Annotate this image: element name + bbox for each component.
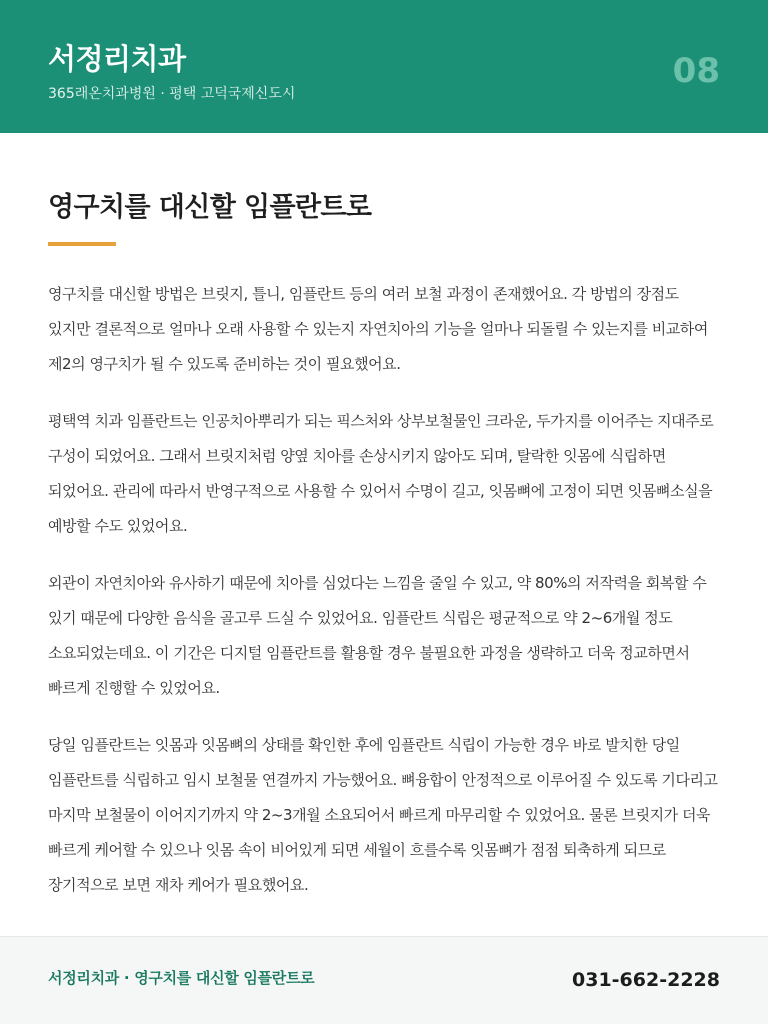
- paragraph-1: 영구치를 대신할 방법은 브릿지, 틀니, 임플란트 등의 여러 보철 과정이 존재했어요. 각 방법의 장점도 있지만 결론적으로 얼마나 오래 사용할 수 있는지 자연치아의 기능을 얼마나 되돌릴 수 있는지를 비교하여 제2의 영구치가 될 수 있도록 준비하는 것이 필요했어요.: [48, 285, 708, 373]
- paragraph-3: 외관이 자연치아와 유사하기 때문에 치아를 심었다는 느낌을 줄일 수 있고, 약 80%의 저작력을 회복할 수 있기 때문에 다양한 음식을 골고루 드실 수 있었어요. 임플란트 식립은 평균적으로 약 2~6개월 정도 소요되었는데요. 이 기간은 디지털 임플란트를 활용할 경우 불필요한 과정을 생략하고 더욱 정교하면서 빠르게 진행할 수 있었어요.: [48, 574, 707, 697]
- title-accent-bar: [48, 242, 116, 246]
- paragraph-4: 당일 임플란트는 잇몸과 잇몸뼈의 상태를 확인한 후에 임플란트 식립이 가능한 경우 바로 발치한 당일 임플란트를 식립하고 임시 보철물 연결까지 가능했어요. 뼈융합이 안정적으로 이루어질 수 있도록 기다리고 마지막 보철물이 이어지기까지 약 2~3개월 소요되어서 빠르게 마무리할 수 있었어요. 물론 브릿지가 더욱 빠르게 케어할 수 있으나 잇몸 속이 비어있게 되면 세월이 흐를수록 잇몸뼈가 점점 퇴축하게 되므로 장기적으로 보면 재차 케어가 필요했어요.: [48, 736, 718, 894]
- page-number: 08: [672, 51, 720, 91]
- clinic-subtitle: 365래온치과병원 · 평택 고덕국제신도시: [48, 86, 296, 102]
- article: [48, 186, 720, 903]
- page-title: 영구치를 대신할 임플란트로: [48, 192, 372, 223]
- clinic-name: 서정리치과: [48, 42, 186, 76]
- paragraph-2: 평택역 치과 임플란트는 인공치아뿌리가 되는 픽스처와 상부보철물인 크라운, 두가지를 이어주는 지대주로 구성이 되었어요. 그래서 브릿지처럼 양옆 치아를 손상시키지 않아도 되며, 탈락한 잇몸에 식립하면 되었어요. 관리에 따라서 반영구적으로 사용할 수 있어서 수명이 길고, 잇몸뼈에 고정이 되면 잇몸뼈소실을 예방할 수도 있었어요.: [48, 412, 714, 535]
- footer: [0, 936, 768, 1024]
- footer-caption: 서정리치과 · 영구치를 대신할 임플란트로: [48, 969, 315, 987]
- phone-number: 031-662-2228: [572, 969, 720, 991]
- header-banner: [0, 0, 768, 133]
